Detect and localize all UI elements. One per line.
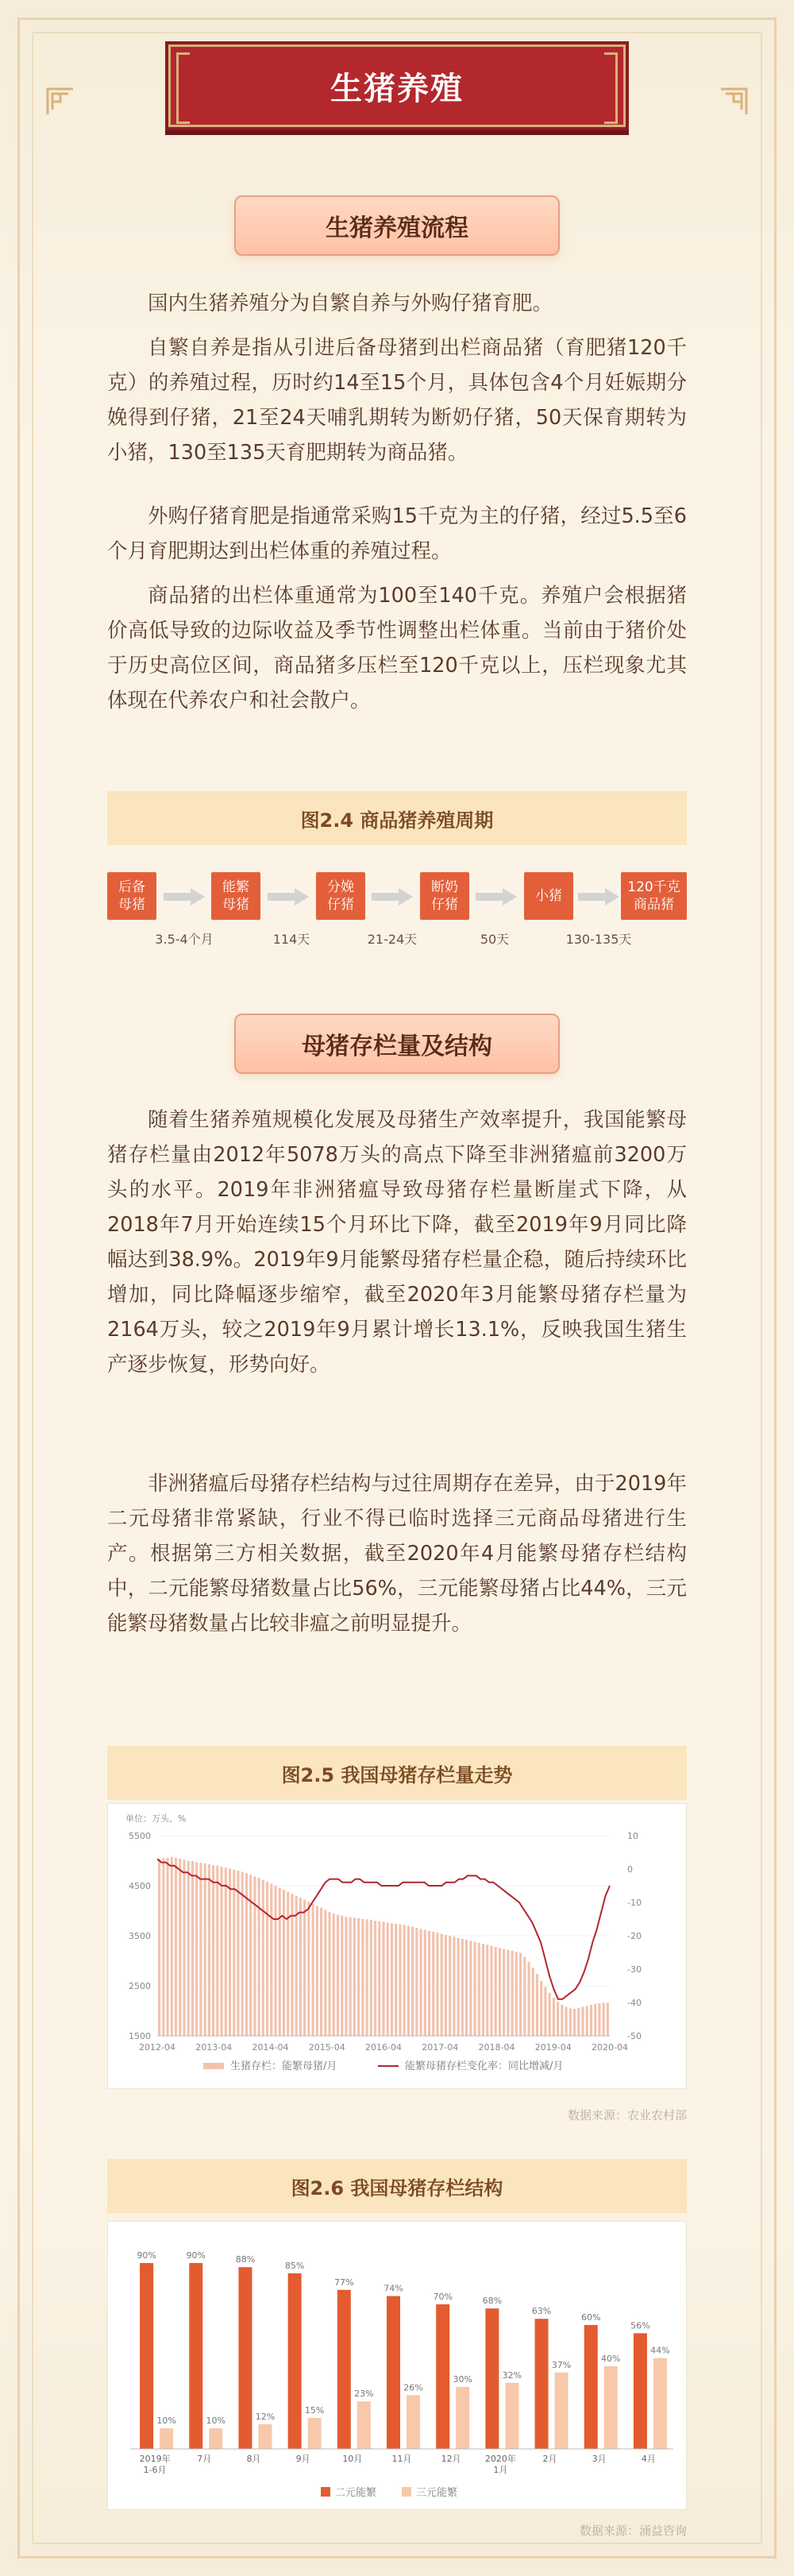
x-tick-label: 2020年 (484, 2454, 516, 2464)
data-label: 23% (354, 2389, 374, 2400)
flow-step-young-pig (524, 872, 573, 920)
inventory-bar (482, 1944, 484, 2036)
data-label: 88% (235, 2254, 256, 2265)
inventory-bar (295, 1896, 298, 2036)
x-tick-label: 9月 (295, 2454, 310, 2464)
x-tick-label: 7月 (197, 2454, 212, 2464)
data-label: 40% (601, 2354, 621, 2364)
flow-step-reserve-sow (107, 872, 156, 920)
legend-label: 三元能繁 (416, 2487, 458, 2499)
data-label: 60% (581, 2312, 601, 2323)
y-left-tick-label: 4500 (129, 1881, 151, 1891)
y-right-tick-label: -50 (627, 2031, 642, 2041)
paragraph: 自繁自养是指从引进后备母猪到出栏商品猪（育肥猪120千克）的养殖过程，历时约14至15个月，具体包含4个月妊娠期分娩得到仔猪，21至24天哺乳期转为断奶仔猪，50天保育期转为小猪，130至135天育肥期转为商品猪。 (107, 336, 687, 465)
flow-step-line: 能繁 (222, 879, 249, 895)
inventory-bar (175, 1858, 177, 2036)
flow-duration-label: 114天 (272, 932, 310, 947)
flow-step-line: 仔猪 (327, 897, 354, 913)
y-left-tick-label: 5500 (129, 1831, 151, 1841)
inventory-bar (457, 1938, 460, 2036)
inventory-bar (490, 1946, 492, 2036)
y-right-tick-label: -40 (627, 1998, 642, 2008)
inventory-bar (540, 1981, 542, 2036)
binary-sow-bar (634, 2333, 647, 2449)
flow-duration-label: 3.5-4个月 (155, 932, 214, 947)
inventory-bar (212, 1865, 214, 2036)
ternary-sow-bar (407, 2395, 420, 2449)
inventory-bar (515, 1952, 518, 2036)
x-tick-label: 12月 (441, 2454, 461, 2464)
inventory-bar (607, 2002, 609, 2036)
inventory-bar (549, 1993, 551, 2036)
inventory-bar (249, 1875, 252, 2036)
inventory-bar (258, 1878, 260, 2036)
inventory-bar (577, 2008, 580, 2036)
inventory-bar (208, 1864, 210, 2036)
inventory-bar (391, 1923, 393, 2036)
inventory-bar (445, 1935, 447, 2036)
ternary-sow-bar (209, 2428, 222, 2449)
inventory-bar (345, 1917, 347, 2036)
inventory-bar (461, 1939, 464, 2036)
data-label: 37% (551, 2359, 572, 2370)
inventory-bar (478, 1943, 480, 2036)
flow-step-farrowing-piglet (316, 872, 365, 920)
inventory-bar (303, 1900, 306, 2036)
paragraph: 国内生猪养殖分为自繁自养与外购仔猪育肥。 (148, 292, 553, 315)
inventory-bar (162, 1858, 164, 2036)
inventory-bar (403, 1925, 406, 2036)
data-label: 68% (482, 2296, 503, 2307)
inventory-bar (473, 1942, 476, 2036)
inventory-bar (590, 2005, 592, 2036)
x-tick-label: 2014-04 (252, 2042, 289, 2053)
inventory-bar (237, 1871, 239, 2036)
inventory-bar (387, 1923, 389, 2036)
data-label: 15% (304, 2405, 325, 2416)
paragraph: 随着生猪养殖规模化发展及母猪生产效率提升，我国能繁母猪存栏量由2012年5078万头的高点下降至非洲猪瘟前3200万头的水平。2019年非洲猪瘟导致母猪存栏量断崖式下降，从2018年7月开始连续15个月环比下降，截至2019年9月同比降幅达到38.9%。2019年9月能繁母猪存栏量企稳，随后持续环比增加，同比降幅逐步缩窄，截至2020年3月能繁母猪存栏量为2164万头，较之2019年9月累计增长13.1%，反映我国生猪生产逐步恢复，形势向好。 (107, 1108, 687, 1377)
ternary-sow-bar (653, 2358, 667, 2449)
x-tick-label: 2015-04 (308, 2042, 345, 2053)
figure-title-text: 图2.6 我国母猪存栏结构 (291, 2176, 503, 2199)
x-tick-label: 2020-04 (592, 2042, 628, 2053)
inventory-bar (283, 1890, 285, 2036)
ternary-sow-bar (308, 2418, 322, 2449)
inventory-bar (171, 1857, 173, 2036)
chart-sow-inventory-trend (107, 1803, 687, 2089)
paragraph: 非洲猪瘟后母猪存栏结构与过往周期存在差异，由于2019年二元母猪非常紧缺，行业不得已临时选择三元商品母猪进行生产。根据第三方相关数据，截至2020年4月能繁母猪存栏结构中，二元能繁母猪数量占比56%，三元能繁母猪占比44%，三元能繁母猪数量占比较非瘟之前明显提升。 (107, 1472, 687, 1636)
inventory-bar (469, 1941, 472, 2036)
x-tick-label: 2017-04 (422, 2042, 459, 2053)
inventory-bar (399, 1925, 401, 2036)
figure-title-2-5 (107, 1746, 687, 1800)
binary-sow-bar (337, 2290, 351, 2449)
inventory-bar (565, 2006, 568, 2036)
inventory-bar (415, 1928, 418, 2036)
inventory-bar (432, 1932, 434, 2036)
inventory-bar (523, 1956, 526, 2036)
inventory-bar (411, 1927, 414, 2036)
y-left-tick-label: 3500 (129, 1931, 151, 1941)
inventory-bar (449, 1936, 451, 2036)
inventory-bar (366, 1919, 368, 2036)
inventory-bar (253, 1876, 256, 2036)
inventory-bar (229, 1869, 231, 2036)
data-label: 90% (137, 2250, 156, 2261)
inventory-bar (603, 2002, 605, 2036)
inventory-bar (316, 1906, 318, 2036)
inventory-bar (527, 1962, 530, 2036)
inventory-bar (561, 2005, 563, 2036)
line-chart-svg (108, 1804, 688, 2090)
x-tick-label: 2013-04 (195, 2042, 233, 2053)
inventory-bar (598, 2003, 600, 2036)
paragraph: 商品猪的出栏体重通常为100至140千克。养殖户会根据猪价高低导致的边际收益及季节性调整出栏体重。当前由于猪价处于历史高位区间，商品猪多压栏至120千克以上，压栏现象尤其体现在代养农户和社会散户。 (107, 584, 687, 713)
chart-sow-structure (107, 2221, 687, 2510)
flow-step-market-pig (621, 872, 687, 920)
flow-step-line: 母猪 (118, 897, 145, 913)
inventory-bar (569, 2008, 572, 2036)
flow-duration-label: 50天 (480, 932, 510, 947)
inventory-bar (333, 1914, 335, 2036)
inventory-bar (353, 1918, 356, 2036)
data-label: 70% (433, 2292, 453, 2302)
inventory-bar (407, 1925, 410, 2036)
data-label: 74% (384, 2283, 403, 2294)
inventory-bar (511, 1951, 514, 2036)
inventory-bar (220, 1867, 222, 2036)
corner-ornament-icon (44, 86, 76, 118)
ternary-sow-bar (555, 2373, 569, 2449)
ternary-sow-bar (258, 2424, 272, 2449)
binary-sow-bar (485, 2308, 499, 2449)
binary-sow-bar (535, 2319, 549, 2449)
y-right-tick-label: 0 (627, 1864, 633, 1875)
legend-label: 能繁母猪存栏变化率：同比增减/月 (405, 2060, 564, 2072)
y-right-tick-label: 10 (627, 1831, 638, 1841)
flow-duration-label: 130-135天 (565, 932, 632, 947)
data-source-note: 数据来源：涌益咨询 (579, 2524, 687, 2538)
legend-swatch (321, 2487, 330, 2497)
inventory-bar (553, 1998, 555, 2036)
inventory-bar (361, 1919, 364, 2036)
data-label: 30% (453, 2374, 472, 2385)
inventory-bar (573, 2009, 576, 2036)
ternary-sow-bar (604, 2366, 618, 2449)
inventory-bar (436, 1933, 438, 2036)
y-left-tick-label: 1500 (129, 2031, 151, 2041)
inventory-bar (349, 1918, 352, 2036)
inventory-bar (499, 1948, 501, 2036)
inventory-bar (341, 1916, 343, 2036)
inventory-bar (274, 1886, 276, 2036)
flow-duration-label: 21-24天 (367, 932, 418, 947)
inventory-bar (167, 1858, 169, 2036)
y-right-tick-label: -10 (627, 1898, 642, 1908)
page-banner (165, 41, 629, 130)
x-tick-label: 1月 (493, 2465, 508, 2475)
arrow-right-icon (476, 888, 517, 906)
flow-step-line: 后备 (118, 879, 145, 895)
data-source-note: 数据来源：农业农村部 (567, 2108, 687, 2122)
inventory-bar (287, 1892, 289, 2036)
inventory-bar (320, 1908, 322, 2036)
flow-step-weaned-piglet (420, 872, 469, 920)
x-tick-label: 3月 (592, 2454, 607, 2464)
flow-step-line: 分娩 (327, 879, 354, 895)
data-label: 44% (650, 2345, 670, 2356)
paragraph: 外购仔猪育肥是指通常采购15千克为主的仔猪，经过5.5至6个月育肥期达到出栏体重的养殖过程。 (107, 504, 687, 563)
arrow-right-icon (578, 888, 619, 906)
binary-sow-bar (387, 2296, 400, 2449)
inventory-bar (328, 1912, 330, 2036)
arrow-right-icon (372, 888, 413, 906)
figure-title-text: 图2.4 商品猪养殖周期 (300, 809, 494, 832)
section-title-text: 生猪养殖流程 (326, 214, 468, 242)
flow-step-line: 断奶 (431, 879, 458, 895)
binary-sow-bar (288, 2273, 302, 2449)
inventory-bar (581, 2006, 584, 2036)
inventory-bar (357, 1918, 360, 2036)
x-tick-label: 2012-04 (139, 2042, 175, 2053)
flow-step-line: 120千克 (627, 879, 680, 895)
x-tick-label: 10月 (342, 2454, 363, 2464)
inventory-bar (279, 1888, 281, 2036)
inventory-bar (441, 1933, 443, 2036)
section-title-text: 母猪存栏量及结构 (302, 1033, 492, 1060)
chart-unit-label: 单位：万头、% (125, 1813, 187, 1824)
corner-ornament-icon (718, 86, 750, 118)
inventory-bar (191, 1861, 194, 2036)
inventory-bar (324, 1910, 326, 2036)
ternary-sow-bar (160, 2428, 173, 2449)
ternary-sow-bar (505, 2383, 518, 2449)
legend-swatch (402, 2487, 411, 2497)
x-tick-label: 2018-04 (478, 2042, 515, 2053)
inventory-bar (158, 1859, 160, 2036)
flow-step-line: 小猪 (535, 888, 562, 904)
data-label: 10% (156, 2416, 176, 2426)
inventory-bar (262, 1879, 264, 2036)
inventory-bar (179, 1859, 181, 2036)
inventory-bar (187, 1861, 190, 2037)
inventory-bar (199, 1863, 202, 2036)
inventory-bar (519, 1952, 522, 2036)
y-right-tick-label: -20 (627, 1931, 642, 1941)
inventory-bar (536, 1974, 538, 2036)
y-left-tick-label: 2500 (129, 1981, 151, 1991)
x-tick-label: 2019年 (139, 2454, 171, 2464)
inventory-bar (557, 2002, 559, 2036)
data-label: 10% (206, 2416, 225, 2426)
inventory-bar (337, 1915, 339, 2036)
inventory-bar (374, 1921, 376, 2036)
inventory-bar (424, 1929, 426, 2036)
section-title-breeding-process (234, 195, 560, 256)
inventory-bar (307, 1902, 310, 2036)
binary-sow-bar (238, 2267, 252, 2449)
inventory-bar (453, 1937, 455, 2036)
x-tick-label: 4月 (641, 2454, 656, 2464)
figure-title-2-6 (107, 2159, 687, 2213)
inventory-bar (378, 1921, 380, 2036)
data-label: 26% (403, 2382, 423, 2393)
inventory-bar (225, 1867, 227, 2036)
arrow-right-icon (164, 888, 205, 906)
data-label: 32% (502, 2369, 522, 2381)
data-label: 90% (186, 2250, 206, 2261)
binary-sow-bar (436, 2304, 449, 2449)
flow-step-line: 仔猪 (431, 897, 458, 913)
inventory-bar (594, 2004, 596, 2036)
inventory-bar (428, 1931, 430, 2036)
ternary-sow-bar (456, 2387, 469, 2449)
inventory-bar (495, 1947, 497, 2036)
inventory-bar (382, 1921, 384, 2036)
inventory-bar (266, 1882, 268, 2036)
inventory-bar (312, 1904, 314, 2036)
legend-swatch (203, 2063, 224, 2069)
x-tick-label: 2016-04 (365, 2042, 402, 2053)
section-title-sow-inventory (234, 1014, 560, 1074)
data-label: 63% (531, 2306, 552, 2317)
inventory-bar (465, 1940, 468, 2036)
bar-chart-svg (108, 2222, 688, 2511)
inventory-bar (532, 1968, 534, 2036)
figure-title-2-4 (107, 791, 687, 845)
inventory-bar (503, 1948, 505, 2036)
inventory-bar (270, 1883, 272, 2036)
data-label: 85% (284, 2261, 305, 2271)
inventory-bar (370, 1920, 372, 2036)
binary-sow-bar (189, 2263, 202, 2449)
flow-step-line: 母猪 (222, 897, 249, 913)
inventory-bar (233, 1870, 235, 2036)
legend-label: 生猪存栏：能繁母猪/月 (230, 2060, 337, 2072)
figure-title-text: 图2.5 我国母猪存栏量走势 (281, 1763, 513, 1786)
inventory-bar (183, 1860, 185, 2036)
y-right-tick-label: -30 (627, 1964, 642, 1975)
inventory-bar (299, 1898, 302, 2036)
page-title: 生猪养殖 (330, 70, 464, 107)
x-tick-label: 2019-04 (534, 2042, 572, 2053)
inventory-bar (195, 1862, 198, 2036)
inventory-bar (544, 1987, 546, 2036)
inventory-bar (204, 1863, 206, 2036)
data-label: 56% (630, 2320, 650, 2331)
inventory-bar (419, 1929, 422, 2036)
x-tick-label: 1-6月 (143, 2465, 167, 2475)
arrow-right-icon (268, 888, 309, 906)
binary-sow-bar (584, 2325, 598, 2449)
inventory-bar (586, 2006, 588, 2036)
data-label: 12% (255, 2411, 276, 2422)
x-tick-label: 8月 (246, 2454, 261, 2464)
x-tick-label: 11月 (391, 2454, 412, 2464)
inventory-bar (216, 1866, 218, 2036)
inventory-bar (395, 1924, 397, 2036)
flow-step-line: 商品猪 (633, 897, 674, 913)
binary-sow-bar (140, 2263, 153, 2449)
data-label: 77% (334, 2277, 354, 2288)
x-tick-label: 2月 (542, 2454, 557, 2464)
legend-label: 二元能繁 (335, 2487, 377, 2499)
inventory-bar (486, 1945, 488, 2036)
flow-step-breeding-sow (211, 872, 260, 920)
inventory-bar (507, 1950, 509, 2036)
ternary-sow-bar (357, 2401, 371, 2449)
